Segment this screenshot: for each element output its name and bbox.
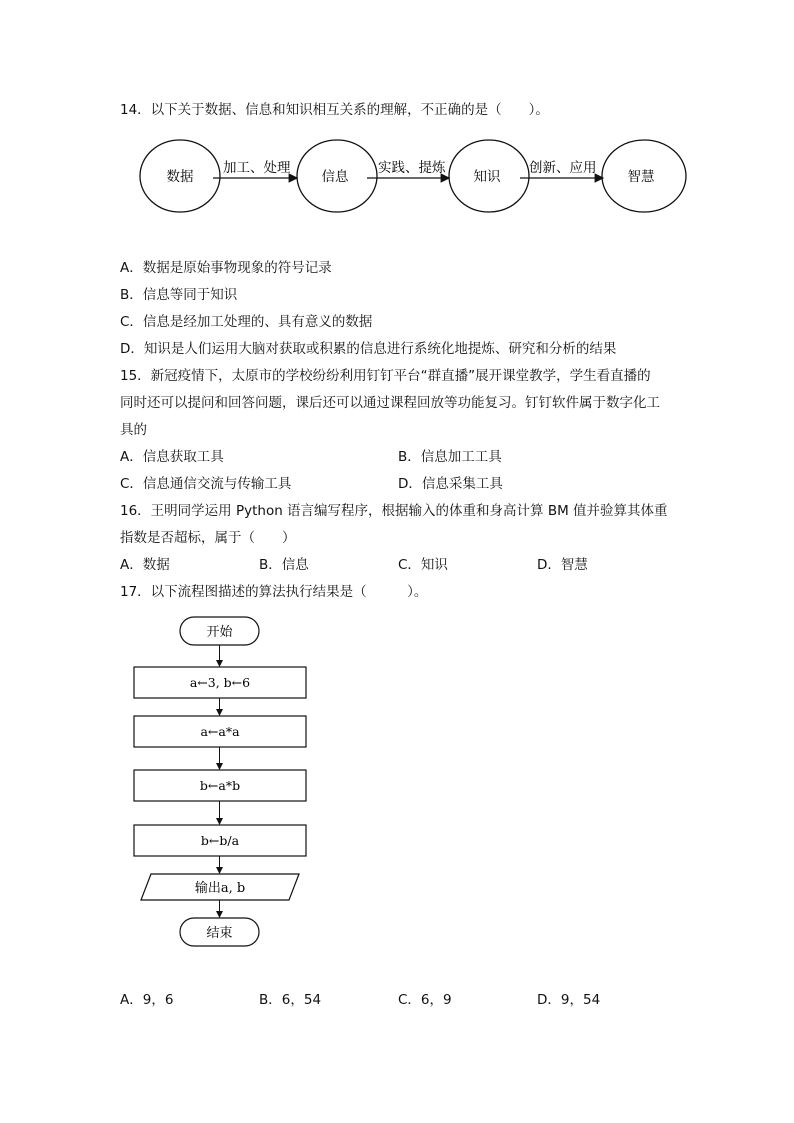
process-label: a←3, b←6 <box>189 675 251 690</box>
q16-stem-line: 指数是否超标，属于（ ） <box>120 530 296 546</box>
q14-option-c: C．信息是经加工处理的、具有意义的数据 <box>120 314 373 330</box>
start-label: 开始 <box>206 625 233 640</box>
process-label: a←a*a <box>200 724 240 739</box>
q14-option-b: B．信息等同于知识 <box>120 287 238 303</box>
q17-option-a: A．9，6 <box>120 992 174 1008</box>
q17-option-b: B．6，54 <box>259 992 322 1008</box>
q17-option-c: C．6，9 <box>398 992 452 1008</box>
q17-stem: 17．以下流程图描述的算法执行结果是（ ）。 <box>120 584 428 600</box>
q17-flowchart <box>0 612 794 952</box>
q16-option-c: C．知识 <box>398 557 448 573</box>
node-label: 数据 <box>166 169 194 185</box>
edge-label: 加工、处理 <box>223 160 291 176</box>
edge-label: 实践、提炼 <box>378 160 446 176</box>
node-label: 信息 <box>321 169 349 185</box>
process-label: b←a*b <box>199 778 241 793</box>
q15-stem-line: 15．新冠疫情下，太原市的学校纷纷利用钉钉平台“群直播”展开课堂教学，学生看直播的 <box>120 368 651 384</box>
q14-diagram <box>0 131 794 221</box>
q15-stem-line: 具的 <box>120 422 147 438</box>
q15-stem-line: 同时还可以提问和回答问题，课后还可以通过课程回放等功能复习。钉钉软件属于数字化工 <box>120 395 660 411</box>
edge-label: 创新、应用 <box>529 160 597 176</box>
end-label: 结束 <box>206 926 233 941</box>
node-label: 智慧 <box>627 169 655 185</box>
q15-option-c: C．信息通信交流与传输工具 <box>120 476 292 492</box>
q14-option-d: D．知识是人们运用大脑对获取或积累的信息进行系统化地提炼、研究和分析的结果 <box>120 341 617 357</box>
q14-stem: 14．以下关于数据、信息和知识相互关系的理解，不正确的是（ ）。 <box>120 102 549 118</box>
node-label: 知识 <box>473 169 501 185</box>
output-label: 输出a, b <box>194 881 246 896</box>
q15-option-a: A．信息获取工具 <box>120 449 224 465</box>
q16-option-a: A．数据 <box>120 557 170 573</box>
q16-stem-line: 16．王明同学运用 Python 语言编写程序，根据输入的体重和身高计算 BM 值并验算其体重 <box>120 503 668 519</box>
q17-option-d: D．9，54 <box>537 992 601 1008</box>
process-label: b←b/a <box>200 833 240 848</box>
q16-option-d: D．智慧 <box>537 557 588 573</box>
q16-option-b: B．信息 <box>259 557 309 573</box>
q14-option-a: A．数据是原始事物现象的符号记录 <box>120 260 332 276</box>
q15-option-b: B．信息加工工具 <box>398 449 502 465</box>
q15-option-d: D．信息采集工具 <box>398 476 503 492</box>
